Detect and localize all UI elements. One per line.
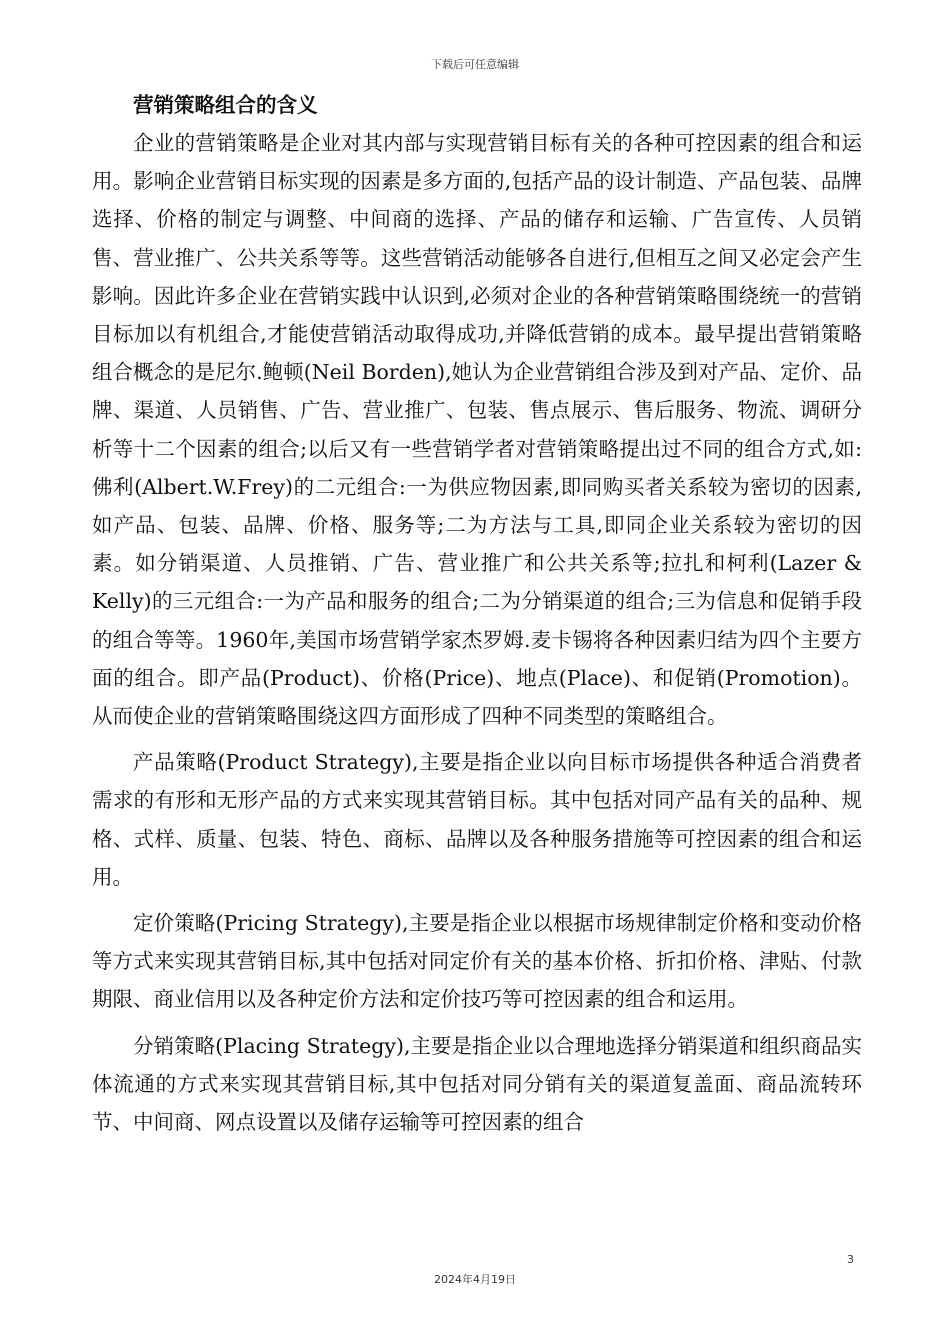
paragraph-pricing-strategy: 定价策略(Pricing Strategy),主要是指企业以根据市场规律制定价格和变动价格等方式来实现其营销目标,其中包括对同定价有关的基本价格、折扣价格、津贴、付款期限、商业信用以及各种定价方法和定价技巧等可控因素的组合和运用。 bbox=[92, 911, 862, 1012]
footer-date: 2024年4月19日 bbox=[434, 1273, 516, 1286]
section-title: 营销策略组合的含义 bbox=[133, 93, 318, 117]
paragraph-placing-strategy: 分销策略(Placing Strategy),主要是指企业以合理地选择分销渠道和组织商品实体流通的方式来实现其营销目标,其中包括对同分销有关的渠道复盖面、商品流转环节、中间商、网点设置以及储存运输等可控因素的组合 bbox=[92, 1033, 862, 1135]
paragraph-product-strategy: 产品策略(Product Strategy),主要是指企业以向目标市场提供各种适合消费者需求的有形和无形产品的方式来实现其营销目标。其中包括对同产品有关的品种、规格、式样、质量、包装、特色、商标、品牌以及各种服务措施等可控因素的组合和运用。 bbox=[92, 750, 862, 889]
page-header: 下载后可任意编辑 bbox=[431, 58, 519, 71]
paragraph-intro: 企业的营销策略是企业对其内部与实现营销目标有关的各种可控因素的组合和运用。影响企业营销目标实现的因素是多方面的,包括产品的设计制造、产品包装、品牌选择、价格的制定与调整、中间商的选择、产品的储存和运输、广告宣传、人员销售、营业推广、公共关系等等。这些营销活动能够各自进行,但相互之间又必定会产生影响。因此许多企业在营销实践中认识到,必须对企业的各种营销策略围绕统一的营销目标加以有机组合,才能使营销活动取得成功,并降低营销的成本。最早提出营销策略组合概念的是尼尔.鲍顿(Neil Borden),她认为企业营销组合涉及到对产品、定价、品牌、渠道、人员销售、广告、营业推广、包装、售点展示、售后服务、物流、调研分析等十二个因素的组合;以后又有一些营销学者对营销策略提出过不同的组合方式,如:佛利(Albert.W.Frey)的二元组合:一为供应物因素,即同购买者关系较为密切的因素,如产品、包装、品牌、价格、服务等;二为方法与工具,即同企业关系较为密切的因素。如分销渠道、人员推销、广告、营业推广和公共关系等;拉扎和柯利(Lazer & Kelly)的三元组合:一为产品和服务的组合;二为分销渠道的组合;三为信息和促销手段的组合等等。1960年,美国市场营销学家杰罗姆.麦卡锡将各种因素归结为四个主要方面的组合。即产品(Product)、价格(Price)、地点(Place)、和促销(Promotion)。从而使企业的营销策略围绕这四方面形成了四种不同类型的策略组合。 bbox=[92, 131, 862, 729]
document-body bbox=[92, 86, 862, 1149]
page-number: 3 bbox=[847, 1253, 854, 1266]
